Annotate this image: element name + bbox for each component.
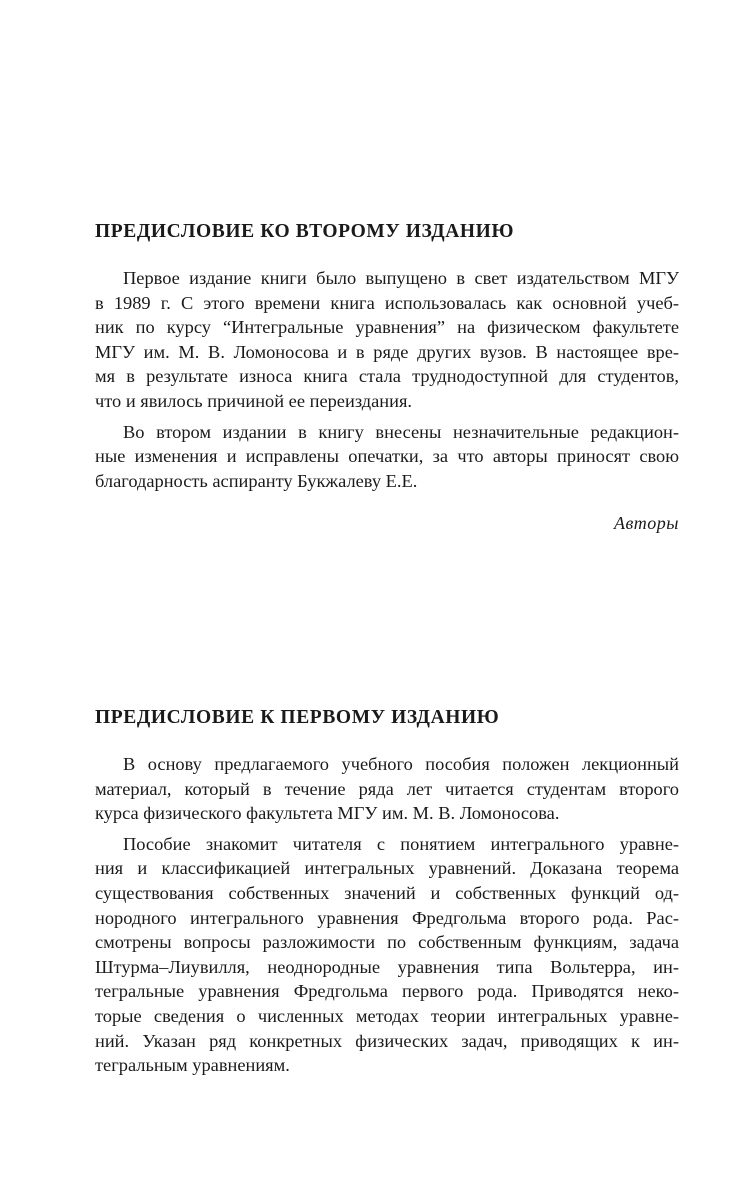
authors-signature: Авторы: [614, 513, 679, 534]
text-line: смотрены вопросы разложимости по собственным функциям, задача: [95, 932, 679, 953]
text-line: ные изменения и исправлены опечатки, за что авторы приносят свою: [95, 446, 679, 467]
paragraph: [95, 266, 679, 414]
text-line: тегральные уравнения Фредгольма первого рода. Приводятся неко-: [95, 981, 679, 1002]
paragraph: [95, 752, 679, 826]
text-line: нородного интегрального уравнения Фредгольма второго рода. Рас-: [95, 907, 679, 928]
section-heading: ПРЕДИСЛОВИЕ КО ВТОРОМУ ИЗДАНИЮ: [95, 221, 514, 242]
text-line: в 1989 г. С этого времени книга использовалась как основной учеб-: [95, 292, 679, 313]
text-line: торые сведения о численных методах теории интегральных уравне-: [95, 1005, 679, 1026]
preface-first-edition: [95, 707, 679, 1084]
text-line: Во втором издании в книгу внесены незначительные редакцион-: [123, 421, 679, 442]
text-line: МГУ им. М. В. Ломоносова и в ряде других вузов. В настоящее вре-: [95, 341, 679, 362]
text-line: курса физического факультета МГУ им. М. В. Ломоносова.: [95, 803, 560, 824]
text-line: мя в результате износа книга стала труднодоступной для студентов,: [95, 366, 679, 387]
paragraph: [95, 420, 679, 494]
text-line: материал, который в течение ряда лет читается студентам второго: [95, 778, 679, 799]
text-line: В основу предлагаемого учебного пособия положен лекционный: [123, 754, 679, 774]
text-line: Первое издание книги было выпущено в свет издательством МГУ: [123, 268, 679, 288]
text-line: благодарность аспиранту Букжалеву Е.Е.: [95, 470, 418, 491]
text-line: ния и классификацией интегральных уравнений. Доказана теорема: [95, 858, 679, 879]
text-line: существования собственных значений и собственных функций од-: [95, 882, 679, 903]
text-line: ний. Указан ряд конкретных физических задач, приводящих к ин-: [95, 1030, 679, 1051]
text-line: Штурма–Лиувилля, неоднородные уравнения типа Вольтерра, ин-: [95, 956, 679, 977]
preface-second-edition: [95, 221, 679, 534]
paragraph: [95, 832, 679, 1078]
section-heading: ПРЕДИСЛОВИЕ К ПЕРВОМУ ИЗДАНИЮ: [95, 707, 500, 728]
text-line: тегральным уравнениям.: [95, 1055, 290, 1076]
text-line: ник по курсу “Интегральные уравнения” на физическом факультете: [95, 317, 679, 338]
text-line: что и явилось причиной ее переиздания.: [95, 390, 413, 411]
text-line: Пособие знакомит читателя с понятием интегрального уравне-: [123, 833, 679, 854]
